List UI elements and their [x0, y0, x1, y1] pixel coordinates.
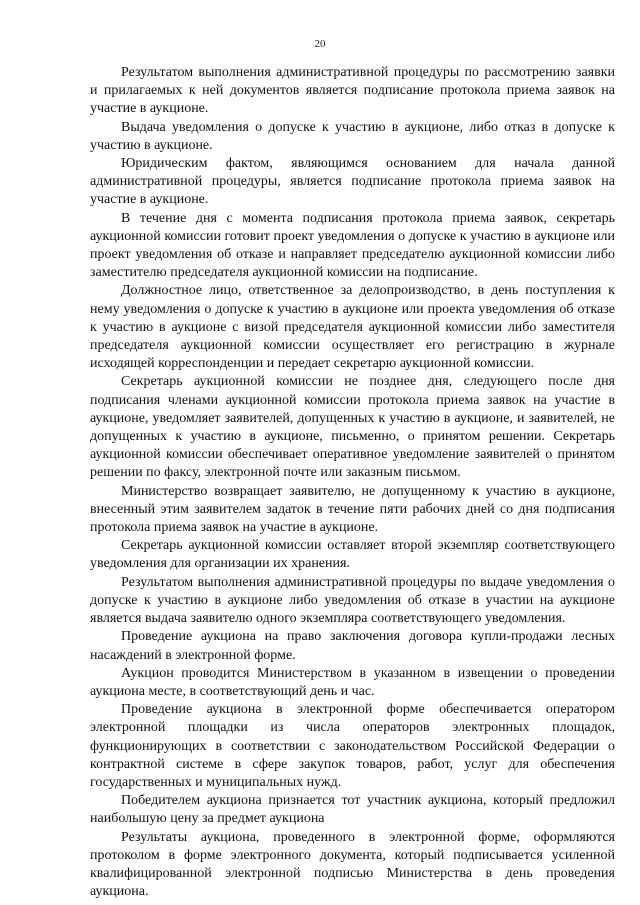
- paragraph-2: Выдача уведомления о допуске к участию в аукционе, либо отказ в допуске к участию в аукционе.: [90, 119, 615, 153]
- paragraph-1: Результатом выполнения административной процедуры по рассмотрению заявки и прилагаемых к ней документов является подписание протокола приема заявок на участие в аукционе.: [90, 65, 615, 117]
- paragraph-11: Аукцион проводится Министерством в указанном в извещении о проведении аукциона месте, в соответствующий день и час.: [90, 665, 615, 699]
- paragraph-9: Результатом выполнения административной процедуры по выдаче уведомления о допуске к участию в аукционе либо уведомления об отказе в участии на аукционе является выдача заявителю одного экземпляра соответствующего уведомления.: [90, 574, 615, 627]
- page-number: 20: [314, 38, 326, 50]
- document-body: [90, 64, 615, 901]
- paragraph-5: Должностное лицо, ответственное за делопроизводство, в день поступления к нему уведомления о допуске к участию в аукционе или проекта уведомления об отказе к участию в аукционе с визой председателя аукционной комиссии либо заместителя председателя аукционной комиссии осуществляет его регистрацию в журнале исходящей корреспонденции и передает секретарю аукционной комиссии.: [90, 283, 615, 372]
- paragraph-8: Секретарь аукционной комиссии оставляет второй экземпляр соответствующего уведомления для организации их хранения.: [90, 538, 615, 572]
- paragraph-10: Проведение аукциона на право заключения договора купли-продажи лесных насаждений в электронной форме.: [90, 629, 615, 663]
- paragraph-13: Победителем аукциона признается тот участник аукциона, который предложил наибольшую цену за предмет аукциона: [90, 793, 615, 827]
- paragraph-3: Юридическим фактом, являющимся основанием для начала данной административной процедуры, является подписание протокола приема заявок на участие в аукционе.: [90, 156, 615, 208]
- paragraph-6: Секретарь аукционной комиссии не позднее дня, следующего после дня подписания членами аукционной комиссии протокола приема заявок на участие в аукционе, уведомляет заявителей, допущенных к участию в аукционе, и заявителей, не допущенных к участию в аукционе, письменно, о принятом решении. Секретарь аукционной комиссии обеспечивает оперативное уведомление заявителей о принятом решении по факсу, электронной почте или заказным письмом.: [90, 374, 615, 481]
- paragraph-14: Результаты аукциона, проведенного в электронной форме, оформляются протоколом в форме электронного документа, который подписывается усиленной квалифицированной электронной подписью Министерства в день проведения аукциона.: [90, 829, 615, 900]
- paragraph-4: В течение дня с момента подписания протокола приема заявок, секретарь аукционной комиссии готовит проект уведомления о допуске к участию в аукционе или проект уведомления об отказе и направляет председателю аукционной комиссии либо заместителю председателя аукционной комиссии на подписание.: [90, 210, 615, 281]
- paragraph-12: Проведение аукциона в электронной форме обеспечивается оператором электронной площадки из числа операторов электронных площадок, функционирующих в соответствии с законодательством Российской Федерации о контрактной системе в сфере закупок товаров, работ, услуг для обеспечения государственных и муниципальных нужд.: [90, 702, 615, 790]
- paragraph-7: Министерство возвращает заявителю, не допущенному к участию в аукционе, внесенный этим заявителем задаток в течение пяти рабочих дней со дня подписания протокола приема заявок на участие в аукционе.: [90, 483, 615, 536]
